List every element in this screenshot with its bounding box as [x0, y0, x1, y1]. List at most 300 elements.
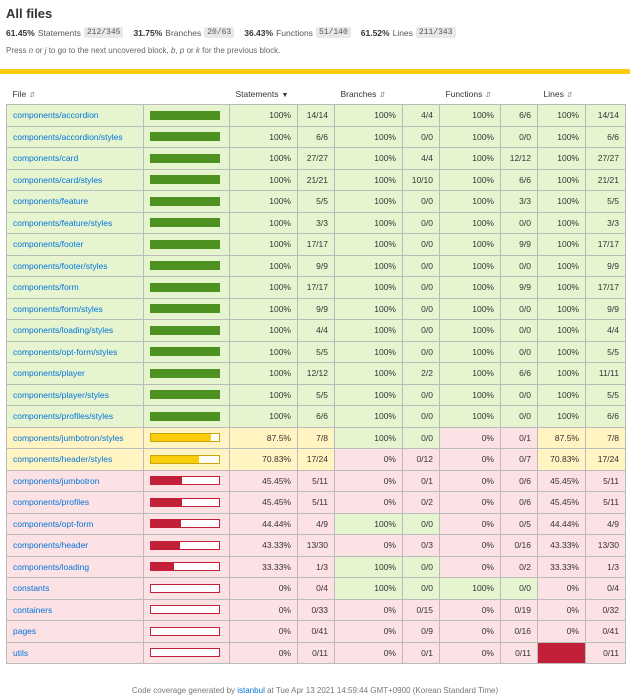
coverage-table: [6, 84, 626, 664]
statements-fraction: 5/11: [298, 470, 335, 492]
column-header-functions[interactable]: Functions ⇵: [440, 84, 501, 105]
summary-statements: [6, 27, 123, 38]
functions-pct: 0%: [440, 449, 501, 471]
statements-pct: 0%: [230, 599, 298, 621]
lines-fraction: 5/11: [586, 470, 626, 492]
functions-fraction: 0/19: [501, 599, 538, 621]
functions-pct: 0%: [440, 599, 501, 621]
table-row: [7, 255, 626, 277]
column-header-statements-fraction[interactable]: [298, 84, 335, 105]
lines-pct: 45.45%: [538, 470, 586, 492]
branches-pct: 100%: [335, 126, 403, 148]
file-cell: [7, 148, 144, 170]
statements-fraction: 13/30: [298, 535, 335, 557]
column-header-lines[interactable]: Lines ⇵: [538, 84, 586, 105]
coverage-bar-fill: [151, 563, 174, 570]
statements-fraction: 5/11: [298, 492, 335, 514]
statements-pct: 100%: [230, 148, 298, 170]
column-header-file[interactable]: File ⇵: [7, 84, 144, 105]
file-cell: [7, 513, 144, 535]
file-cell: [7, 126, 144, 148]
file-link[interactable]: components/opt-form: [13, 518, 94, 529]
file-cell: [7, 406, 144, 428]
summary-pct: 31.75%: [133, 27, 163, 38]
table-row: [7, 234, 626, 256]
file-link[interactable]: components/player: [13, 368, 85, 379]
lines-pct: 33.33%: [538, 556, 586, 578]
statements-pct: 70.83%: [230, 449, 298, 471]
coverage-bar-fill: [151, 391, 219, 398]
statements-pct: 100%: [230, 191, 298, 213]
statements-fraction: 1/3: [298, 556, 335, 578]
branches-pct: 0%: [335, 621, 403, 643]
lines-pct: 100%: [538, 191, 586, 213]
file-cell: [7, 642, 144, 664]
file-link[interactable]: components/accordion/styles: [13, 131, 123, 142]
table-row: [7, 320, 626, 342]
file-cell: [7, 341, 144, 363]
file-cell: [7, 277, 144, 299]
coverage-bar: [150, 326, 220, 335]
functions-pct: 100%: [440, 320, 501, 342]
file-cell: [7, 535, 144, 557]
statements-fraction: 12/12: [298, 363, 335, 385]
coverage-bar-fill: [151, 198, 219, 205]
statements-pct: 45.45%: [230, 470, 298, 492]
file-cell: [7, 578, 144, 600]
functions-pct: 100%: [440, 363, 501, 385]
coverage-bar-cell: [144, 169, 230, 191]
file-cell: [7, 449, 144, 471]
table-row: [7, 470, 626, 492]
functions-fraction: 0/0: [501, 212, 538, 234]
branches-pct: 100%: [335, 578, 403, 600]
branches-fraction: 0/0: [403, 255, 440, 277]
statements-fraction: 4/9: [298, 513, 335, 535]
file-link[interactable]: constants: [13, 583, 50, 594]
functions-pct: 100%: [440, 255, 501, 277]
file-link[interactable]: components/form: [13, 282, 79, 293]
functions-fraction: 9/9: [501, 234, 538, 256]
sort-icon[interactable]: ⇵: [566, 92, 573, 99]
table-header-row: [7, 84, 626, 105]
lines-fraction: 5/5: [586, 384, 626, 406]
branches-fraction: 0/0: [403, 212, 440, 234]
summary-pct: 61.52%: [360, 27, 390, 38]
file-link[interactable]: components/card/styles: [13, 174, 103, 185]
statements-pct: 100%: [230, 212, 298, 234]
statements-fraction: 5/5: [298, 191, 335, 213]
file-link[interactable]: components/form/styles: [13, 303, 103, 314]
functions-pct: 100%: [440, 212, 501, 234]
table-row: [7, 191, 626, 213]
summary-pct: 61.45%: [6, 27, 35, 38]
coverage-bar: [150, 498, 220, 507]
file-link[interactable]: components/loading/styles: [13, 325, 114, 336]
coverage-bar-fill: [151, 413, 219, 420]
file-link[interactable]: components/opt-form/styles: [13, 346, 118, 357]
file-link[interactable]: components/header: [13, 540, 89, 551]
coverage-bar-fill: [151, 327, 219, 334]
functions-fraction: 0/16: [501, 621, 538, 643]
branches-pct: 0%: [335, 449, 403, 471]
branches-pct: 100%: [335, 148, 403, 170]
lines-pct: 100%: [538, 363, 586, 385]
lines-pct: 100%: [538, 320, 586, 342]
coverage-bar: [150, 605, 220, 614]
column-header-branches[interactable]: Branches ⇵: [335, 84, 403, 105]
file-link[interactable]: pages: [13, 626, 37, 637]
functions-pct: 100%: [440, 341, 501, 363]
summary-lines: [361, 27, 456, 38]
column-header-functions-fraction[interactable]: [501, 84, 538, 105]
coverage-bar: [150, 519, 220, 528]
statements-fraction: 7/8: [298, 427, 335, 449]
file-cell: [7, 320, 144, 342]
branches-pct: 100%: [335, 169, 403, 191]
functions-fraction: 0/6: [501, 470, 538, 492]
file-cell: [7, 363, 144, 385]
coverage-bar-cell: [144, 298, 230, 320]
branches-fraction: 0/0: [403, 384, 440, 406]
branches-fraction: 0/0: [403, 191, 440, 213]
lines-pct: 0%: [538, 578, 586, 600]
coverage-bar: [150, 304, 220, 313]
branches-pct: 100%: [335, 427, 403, 449]
file-cell: [7, 105, 144, 127]
file-link[interactable]: components/loading: [13, 561, 90, 572]
statements-pct: 0%: [230, 642, 298, 664]
coverage-bar-cell: [144, 578, 230, 600]
summary-label: Branches: [165, 27, 202, 38]
lines-fraction: 6/6: [586, 126, 626, 148]
lines-fraction: 1/3: [586, 556, 626, 578]
file-cell: [7, 234, 144, 256]
lines-pct: 100%: [538, 148, 586, 170]
functions-pct: 0%: [440, 513, 501, 535]
file-cell: [7, 298, 144, 320]
coverage-bar-fill: [151, 477, 182, 484]
functions-pct: 100%: [440, 148, 501, 170]
statements-pct: 100%: [230, 341, 298, 363]
table-row: [7, 363, 626, 385]
lines-fraction: 5/5: [586, 341, 626, 363]
statements-fraction: 27/27: [298, 148, 335, 170]
coverage-table-wrap: [0, 74, 630, 664]
lines-pct: 0%: [538, 599, 586, 621]
branches-pct: 0%: [335, 599, 403, 621]
file-link[interactable]: components/card: [13, 153, 79, 164]
statements-fraction: 6/6: [298, 126, 335, 148]
coverage-bar-fill: [151, 434, 211, 441]
statements-pct: 0%: [230, 578, 298, 600]
sort-icon[interactable]: ⇵: [485, 92, 492, 99]
branches-fraction: 0/1: [403, 470, 440, 492]
coverage-bar-cell: [144, 363, 230, 385]
sort-icon[interactable]: ⇵: [29, 92, 36, 99]
coverage-bar: [150, 648, 220, 657]
column-header-statements[interactable]: Statements ▼: [230, 84, 298, 105]
summary-branches: [133, 27, 234, 38]
functions-pct: 100%: [440, 105, 501, 127]
file-cell: [7, 255, 144, 277]
lines-pct: 100%: [538, 341, 586, 363]
branches-fraction: 0/12: [403, 449, 440, 471]
lines-fraction: 21/21: [586, 169, 626, 191]
coverage-bar: [150, 412, 220, 421]
branches-fraction: 0/3: [403, 535, 440, 557]
table-row: [7, 449, 626, 471]
functions-pct: 0%: [440, 492, 501, 514]
functions-fraction: 12/12: [501, 148, 538, 170]
lines-pct: 0%: [538, 642, 586, 664]
branches-pct: 100%: [335, 513, 403, 535]
coverage-bar-cell: [144, 556, 230, 578]
lines-fraction: 17/17: [586, 234, 626, 256]
lines-pct: 100%: [538, 277, 586, 299]
branches-pct: 0%: [335, 642, 403, 664]
functions-pct: 100%: [440, 406, 501, 428]
coverage-bar-cell: [144, 148, 230, 170]
functions-pct: 0%: [440, 556, 501, 578]
file-cell: [7, 492, 144, 514]
lines-pct: 100%: [538, 212, 586, 234]
column-header-lines-fraction[interactable]: [586, 84, 626, 105]
table-row: [7, 427, 626, 449]
table-row: [7, 492, 626, 514]
file-cell: [7, 191, 144, 213]
file-link[interactable]: components/accordion: [13, 110, 99, 121]
branches-fraction: 0/0: [403, 341, 440, 363]
lines-fraction: 7/8: [586, 427, 626, 449]
coverage-bar-fill: [151, 348, 219, 355]
statements-fraction: 0/33: [298, 599, 335, 621]
branches-pct: 100%: [335, 212, 403, 234]
header-section: [0, 0, 630, 55]
summary-fraction: 51/140: [316, 27, 351, 38]
lines-pct: 45.45%: [538, 492, 586, 514]
statements-pct: 44.44%: [230, 513, 298, 535]
functions-fraction: 0/11: [501, 642, 538, 664]
lines-fraction: 9/9: [586, 255, 626, 277]
branches-pct: 100%: [335, 298, 403, 320]
functions-pct: 100%: [440, 234, 501, 256]
table-row: [7, 212, 626, 234]
branches-fraction: 0/15: [403, 599, 440, 621]
coverage-bar: [150, 390, 220, 399]
file-link[interactable]: components/player/styles: [13, 389, 109, 400]
file-link[interactable]: components/footer/styles: [13, 260, 108, 271]
branches-fraction: 0/0: [403, 320, 440, 342]
file-link[interactable]: components/profiles/styles: [13, 411, 114, 422]
lines-fraction: 27/27: [586, 148, 626, 170]
coverage-bar: [150, 132, 220, 141]
lines-fraction: 4/9: [586, 513, 626, 535]
branches-pct: 0%: [335, 492, 403, 514]
statements-fraction: 5/5: [298, 384, 335, 406]
lines-pct: 100%: [538, 105, 586, 127]
branches-fraction: 0/0: [403, 578, 440, 600]
branches-pct: 100%: [335, 556, 403, 578]
statements-pct: 100%: [230, 234, 298, 256]
table-row: [7, 298, 626, 320]
functions-fraction: 6/6: [501, 363, 538, 385]
coverage-bar-fill: [151, 284, 219, 291]
branches-pct: 100%: [335, 341, 403, 363]
coverage-bar-cell: [144, 255, 230, 277]
branches-pct: 100%: [335, 277, 403, 299]
coverage-bar-cell: [144, 599, 230, 621]
file-link[interactable]: components/feature: [13, 196, 89, 207]
summary-label: Functions: [276, 27, 313, 38]
branches-fraction: 0/0: [403, 513, 440, 535]
coverage-bar-cell: [144, 105, 230, 127]
branches-pct: 100%: [335, 320, 403, 342]
functions-pct: 100%: [440, 384, 501, 406]
file-link[interactable]: components/jumbotron/styles: [13, 432, 124, 443]
functions-fraction: 0/0: [501, 341, 538, 363]
branches-pct: 100%: [335, 234, 403, 256]
summary-fraction: 212/345: [84, 27, 124, 38]
file-cell: [7, 556, 144, 578]
sort-icon[interactable]: ⇵: [379, 92, 386, 99]
file-link[interactable]: utils: [13, 647, 29, 658]
lines-fraction: 6/6: [586, 406, 626, 428]
table-row: [7, 169, 626, 191]
lines-pct: 44.44%: [538, 513, 586, 535]
lines-pct: 87.5%: [538, 427, 586, 449]
coverage-bar: [150, 261, 220, 270]
coverage-bar-fill: [151, 262, 219, 269]
file-link[interactable]: components/feature/styles: [13, 217, 113, 228]
functions-pct: 0%: [440, 427, 501, 449]
table-row: [7, 406, 626, 428]
table-row: [7, 384, 626, 406]
branches-fraction: 2/2: [403, 363, 440, 385]
table-row: [7, 599, 626, 621]
statements-pct: 87.5%: [230, 427, 298, 449]
coverage-bar: [150, 347, 220, 356]
coverage-bar-fill: [151, 542, 180, 549]
functions-pct: 100%: [440, 169, 501, 191]
functions-fraction: 6/6: [501, 105, 538, 127]
coverage-bar-fill: [151, 133, 219, 140]
coverage-bar: [150, 433, 220, 442]
column-header-bar[interactable]: [144, 84, 230, 105]
column-header-branches-fraction[interactable]: [403, 84, 440, 105]
statements-pct: 100%: [230, 255, 298, 277]
lines-fraction: 0/11: [586, 642, 626, 664]
lines-pct: 43.33%: [538, 535, 586, 557]
coverage-bar-cell: [144, 470, 230, 492]
functions-pct: 100%: [440, 191, 501, 213]
lines-fraction: 11/11: [586, 363, 626, 385]
lines-fraction: 0/41: [586, 621, 626, 643]
istanbul-link[interactable]: istanbul: [237, 686, 265, 695]
coverage-bar-fill: [151, 370, 219, 377]
branches-fraction: 10/10: [403, 169, 440, 191]
table-body: [7, 105, 626, 664]
coverage-summary: [6, 27, 624, 38]
file-link[interactable]: components/profiles: [13, 497, 90, 508]
summary-label: Lines: [392, 27, 413, 38]
coverage-bar: [150, 541, 220, 550]
lines-pct: 100%: [538, 234, 586, 256]
file-link[interactable]: components/jumbotron: [13, 475, 100, 486]
lines-fraction: 17/17: [586, 277, 626, 299]
table-row: [7, 148, 626, 170]
branches-pct: 100%: [335, 255, 403, 277]
coverage-bar-cell: [144, 126, 230, 148]
branches-pct: 100%: [335, 406, 403, 428]
lines-fraction: 4/4: [586, 320, 626, 342]
lines-pct: 100%: [538, 126, 586, 148]
table-row: [7, 642, 626, 664]
functions-fraction: 0/6: [501, 492, 538, 514]
lines-fraction: 0/32: [586, 599, 626, 621]
statements-fraction: 17/17: [298, 277, 335, 299]
lines-fraction: 3/3: [586, 212, 626, 234]
coverage-bar-fill: [151, 456, 199, 463]
lines-pct: 100%: [538, 298, 586, 320]
file-cell: [7, 427, 144, 449]
functions-fraction: 0/1: [501, 427, 538, 449]
lines-pct: 100%: [538, 255, 586, 277]
functions-pct: 0%: [440, 642, 501, 664]
coverage-bar-fill: [151, 241, 219, 248]
statements-pct: 100%: [230, 406, 298, 428]
coverage-bar: [150, 627, 220, 636]
file-link[interactable]: components/header/styles: [13, 454, 113, 465]
table-row: [7, 126, 626, 148]
statements-fraction: 0/4: [298, 578, 335, 600]
footer: Code coverage generated by istanbul at Tue Apr 13 2021 14:59:44 GMT+0900 (Korean Standard Time): [131, 686, 499, 695]
coverage-bar: [150, 369, 220, 378]
coverage-bar: [150, 562, 220, 571]
file-link[interactable]: containers: [13, 604, 53, 615]
coverage-bar-fill: [151, 520, 181, 527]
statements-fraction: 9/9: [298, 298, 335, 320]
statements-fraction: 3/3: [298, 212, 335, 234]
lines-pct: 100%: [538, 406, 586, 428]
sort-desc-icon[interactable]: ▼: [281, 92, 289, 99]
coverage-bar-cell: [144, 234, 230, 256]
functions-fraction: 0/16: [501, 535, 538, 557]
statements-pct: 45.45%: [230, 492, 298, 514]
summary-fraction: 20/63: [204, 27, 234, 38]
summary-pct: 36.43%: [244, 27, 274, 38]
statements-fraction: 17/17: [298, 234, 335, 256]
functions-fraction: 0/0: [501, 406, 538, 428]
coverage-bar-cell: [144, 449, 230, 471]
branches-fraction: 0/0: [403, 556, 440, 578]
statements-fraction: 14/14: [298, 105, 335, 127]
lines-fraction: 14/14: [586, 105, 626, 127]
functions-pct: 100%: [440, 126, 501, 148]
coverage-bar: [150, 584, 220, 593]
statements-pct: 0%: [230, 621, 298, 643]
coverage-bar: [150, 240, 220, 249]
table-row: [7, 341, 626, 363]
functions-fraction: 0/7: [501, 449, 538, 471]
coverage-bar-cell: [144, 320, 230, 342]
functions-fraction: 0/5: [501, 513, 538, 535]
statements-pct: 43.33%: [230, 535, 298, 557]
lines-fraction: 13/30: [586, 535, 626, 557]
statements-pct: 33.33%: [230, 556, 298, 578]
coverage-bar: [150, 197, 220, 206]
file-link[interactable]: components/footer: [13, 239, 84, 250]
